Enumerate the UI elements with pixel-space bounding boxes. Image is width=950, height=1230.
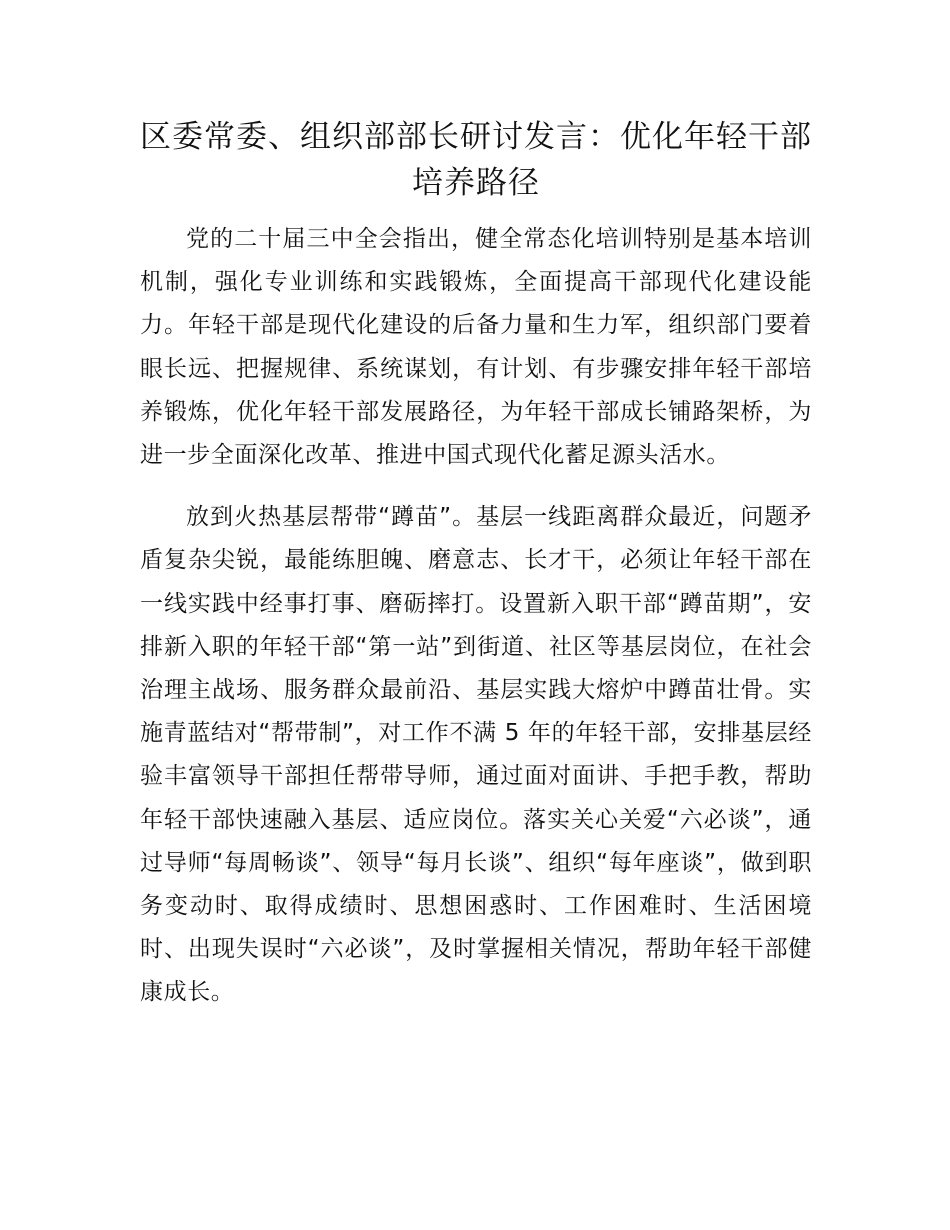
paragraph-intro: 党的二十届三中全会指出，健全常态化培训特别是基本培训机制，强化专业训练和实践锻炼，全面提高干部现代化建设能力。年轻干部是现代化建设的后备力量和生力军，组织部门要着眼长远、把握规律、系统谋划，有计划、有步骤安排年轻干部培养锻炼，优化年轻干部发展路径，为年轻干部成长铺路架桥，为进一步全面深化改革、推进中国式现代化蓄足源头活水。 [140, 226, 812, 469]
paragraph-grassroots: 放到火热基层帮带“蹲苗”。基层一线距离群众最近，问题矛盾复杂尖锐，最能练胆魄、磨意志、长才干，必须让年轻干部在一线实践中经事打事、磨砺摔打。设置新入职干部“蹲苗期”，安排新入职的年轻干部“第一站”到街道、社区等基层岗位，在社会治理主战场、服务群众最前沿、基层实践大熔炉中蹲苗壮骨。实施青蓝结对“帮带制”，对工作不满 5 年的年轻干部，安排基层经验丰富领导干部担任帮带导师，通过面对面讲、手把手教，帮助年轻干部快速融入基层、适应岗位。落实关心关爱“六必谈”，通过导师“每周畅谈”、领导“每月长谈”、组织“每年座谈”，做到职务变动时、取得成绩时、思想困惑时、工作困难时、生活困境时、出现失误时“六必谈”，及时掌握相关情况，帮助年轻干部健康成长。 [140, 504, 812, 1006]
document-title: 区委常委、组织部部长研讨发言：优化年轻干部培养路径 [140, 119, 812, 201]
document-page [140, 114, 812, 1015]
